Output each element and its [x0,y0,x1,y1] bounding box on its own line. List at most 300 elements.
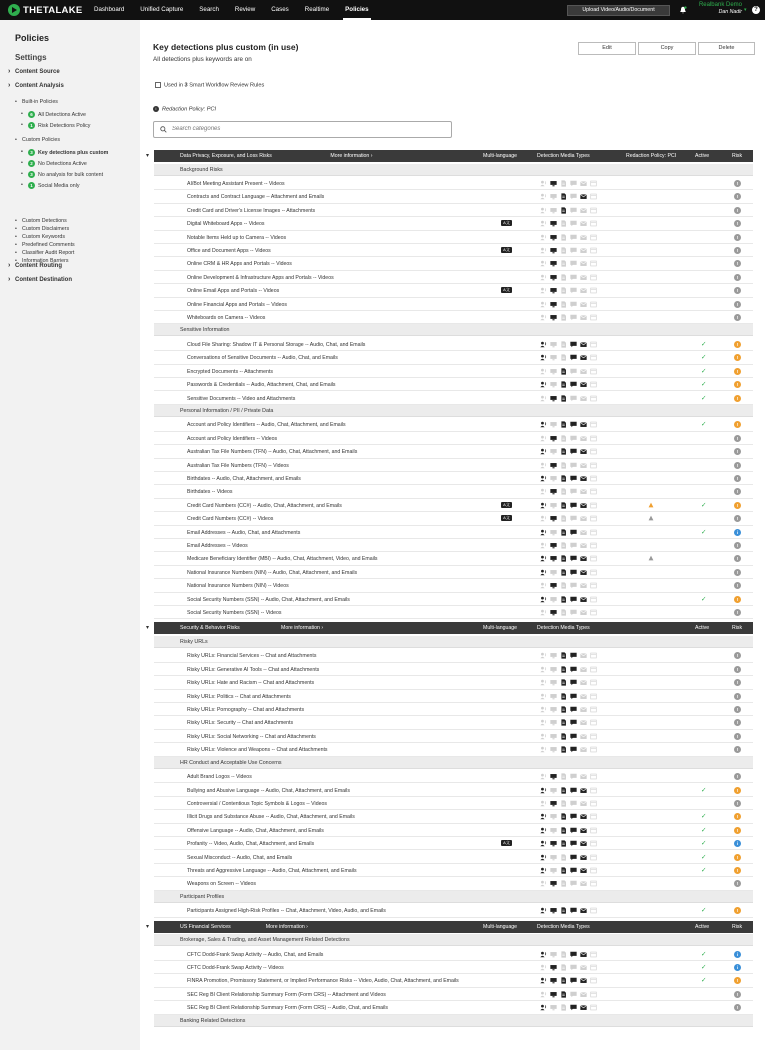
sidebar-item-custom-policies[interactable]: • Custom Policies [22,137,60,143]
sidebar-item-content-analysis[interactable]: › Content Analysis [15,83,64,89]
detection-label: Controversial / Contentious Topic Symbols & Logos -- Videos [187,800,327,807]
table-row[interactable] [154,190,753,203]
more-information-link[interactable]: More information › [330,153,373,159]
risk-level-icon: ! [734,706,741,713]
active-check-icon[interactable]: ✓ [701,595,707,603]
media-types [540,813,597,820]
active-check-icon[interactable]: ✓ [701,340,707,348]
table-row[interactable] [154,432,753,445]
sidebar-item-predefined-comments[interactable]: • Predefined Comments [22,242,75,248]
video-icon [550,652,557,659]
attachment-icon [560,448,567,455]
risk-level-icon: ! [734,207,741,214]
table-row[interactable] [154,904,753,917]
chat-icon [570,234,577,241]
chat-icon [570,502,577,509]
nav-cases[interactable]: Cases [271,6,289,13]
table-row[interactable] [154,365,753,378]
chat-icon [570,854,577,861]
risk-level-icon: i [734,964,741,971]
audio-icon [540,746,547,753]
audio-icon [540,515,547,522]
media-types [540,435,597,442]
risk-level-icon: i [734,840,741,847]
more-information-link[interactable]: More information › [265,923,308,930]
column-multi-language: Multi-language [483,923,518,930]
screen-icon [590,1004,597,1011]
column-multi-language: Multi-language [483,153,518,159]
multi-language-icon: A文 [501,220,512,226]
attachment-icon [560,287,567,294]
detection-label: Account and Policy Identifiers -- Audio, Chat, Attachment, and Emails [187,422,346,429]
chat-icon [570,596,577,603]
chat-icon [570,652,577,659]
chat-icon [570,448,577,455]
video-icon [550,368,557,375]
table-row[interactable] [154,298,753,311]
nav-unified-capture[interactable]: Unified Capture [140,6,184,13]
table-row[interactable] [154,649,753,662]
email-icon [580,502,587,509]
detection-label: FINRA Promotion, Promissory Statement, or Implied Performance Risks -- Video, Audio, Chat, Attachment, and Emails [187,978,459,985]
attachment-icon [560,977,567,984]
table-row[interactable] [154,459,753,472]
audio-icon [540,555,547,562]
table-row[interactable] [154,177,753,190]
sidebar-policy-no-analysis[interactable]: • 3 No analysis for bulk content [28,171,103,178]
screen-icon [590,609,597,616]
sidebar-item-builtin-policies[interactable]: • Built-in Policies [22,99,58,105]
table-row[interactable] [154,445,753,458]
count-badge: 3 [28,171,35,178]
section-title: US Financial Services [180,923,231,930]
table-row[interactable] [154,676,753,689]
active-check-icon[interactable]: ✓ [701,813,707,821]
table-row[interactable] [154,1001,753,1014]
audio-icon [540,247,547,254]
table-row[interactable] [154,284,753,297]
table-row[interactable] [154,566,753,579]
detection-label: Risky URLs: Violence and Weapons -- Chat and Attachments [187,747,328,754]
table-row[interactable] [154,257,753,270]
table-row[interactable] [154,552,753,565]
audio-icon [540,368,547,375]
table-row[interactable] [154,716,753,729]
screen-icon [590,652,597,659]
group-header [154,757,753,769]
attachment-icon [560,733,567,740]
audio-icon [540,542,547,549]
email-icon [580,679,587,686]
chat-icon [570,880,577,887]
table-row[interactable] [154,378,753,391]
attachment-icon [560,582,567,589]
sidebar-item-classifier-audit-report[interactable]: • Classifier Audit Report [22,250,74,256]
sidebar-item-content-destination[interactable]: › Content Destination [15,277,72,283]
risk-level-icon: ! [734,247,741,254]
email-icon [580,666,587,673]
video-icon [550,529,557,536]
table-row[interactable] [154,784,753,797]
table-row[interactable] [154,593,753,606]
active-check-icon[interactable]: ✓ [701,421,707,429]
table-row[interactable] [154,579,753,592]
table-row[interactable] [154,204,753,217]
table-row[interactable] [154,526,753,539]
video-icon [550,274,557,281]
media-types [540,475,597,482]
edit-button[interactable]: Edit [578,42,636,55]
risk-level-icon: ! [734,907,741,914]
collapse-caret-icon[interactable]: ▾ [146,923,150,930]
table-row[interactable] [154,472,753,485]
active-check-icon[interactable]: ✓ [701,853,707,861]
email-icon [580,706,587,713]
chat-icon [570,693,577,700]
media-types [540,964,597,971]
risk-level-icon: ! [734,234,741,241]
attachment-icon [560,368,567,375]
detection-label: Medicare Beneficiary Identifier (MBI) -- Audio, Chat, Attachment, Video, and Emails [187,556,378,563]
table-row[interactable] [154,961,753,974]
video-icon [550,341,557,348]
table-row[interactable] [154,606,753,619]
video-icon [550,502,557,509]
email-icon [580,542,587,549]
delete-button[interactable]: Delete [698,42,755,55]
audio-icon [540,569,547,576]
risk-level-icon: ! [734,991,741,998]
table-row[interactable] [154,974,753,987]
table-row[interactable] [154,351,753,364]
active-check-icon[interactable]: ✓ [701,367,707,375]
media-types [540,719,597,726]
group-title: Risky URLs [180,638,208,645]
attachment-icon [560,234,567,241]
active-check-icon[interactable]: ✓ [701,354,707,362]
table-row[interactable] [154,663,753,676]
detection-label: Email Addresses -- Videos [187,543,248,549]
nav-policies[interactable]: Policies [337,0,376,20]
count-badge: 6 [28,111,35,118]
audio-icon [540,435,547,442]
risk-level-icon: ! [734,652,741,659]
detection-label: Adult Brand Logos -- Videos [187,774,252,781]
audio-icon [540,706,547,713]
sidebar-policy-risk-detections[interactable]: • 1 Risk Detections Policy [28,122,90,129]
group-title: Brokerage, Sales & Trading, and Asset Management Related Detections [180,937,350,944]
table-row[interactable] [154,797,753,810]
group-header [154,324,753,336]
media-types [540,977,597,984]
attachment-icon [560,260,567,267]
table-row[interactable] [154,824,753,837]
chat-icon [570,746,577,753]
risk-level-icon: ! [734,274,741,281]
table-row[interactable] [154,851,753,864]
email-icon [580,991,587,998]
email-icon [580,880,587,887]
screen-icon [590,234,597,241]
group-header [154,164,753,176]
chat-icon [570,488,577,495]
risk-level-icon: ! [734,301,741,308]
column-active: Active [695,625,710,632]
screen-icon [590,421,597,428]
screen-icon [590,746,597,753]
screen-icon [590,368,597,375]
detection-label: Birthdates -- Videos [187,489,233,496]
table-row[interactable] [154,271,753,284]
media-types [540,381,597,388]
redaction-policy: i Redaction Policy: PCI [153,106,216,112]
video-icon [550,854,557,861]
email-icon [580,693,587,700]
risk-level-icon: ! [734,1004,741,1011]
video-icon [550,448,557,455]
nav-search[interactable]: Search [199,6,219,13]
email-icon [580,907,587,914]
chat-icon [570,462,577,469]
table-row[interactable] [154,877,753,890]
chat-icon [570,609,577,616]
chat-icon [570,395,577,402]
detection-label: Risky URLs: Hate and Racism -- Chat and Attachments [187,680,315,687]
email-icon [580,301,587,308]
active-check-icon[interactable]: ✓ [701,840,707,848]
bell-icon[interactable] [679,6,687,14]
audio-icon [540,652,547,659]
detection-label: Encrypted Documents -- Attachments [187,368,273,375]
upload-button[interactable]: Upload Video/Audio/Document [567,5,670,16]
screen-icon [590,840,597,847]
video-icon [550,666,557,673]
media-types [540,907,597,914]
video-icon [550,827,557,834]
more-information-link[interactable]: More information › [281,625,324,632]
table-row[interactable] [154,988,753,1001]
column-detection-media: Detection Media Types [537,153,590,159]
detection-label: Birthdates -- Audio, Chat, Attachment, and Emails [187,476,301,482]
sidebar-policy-key-detections[interactable]: • 3 Key detections plus custom [28,149,108,156]
help-icon[interactable]: ? [752,6,760,14]
table-row[interactable] [154,231,753,244]
video-icon [550,488,557,495]
audio-icon [540,596,547,603]
search-input[interactable] [172,126,442,132]
video-icon [550,907,557,914]
sidebar-policy-all-detections[interactable]: • 6 All Detections Active [28,111,86,118]
attachment-icon [560,706,567,713]
risk-level-icon: ! [734,666,741,673]
media-types [540,301,597,308]
chat-icon [570,800,577,807]
audio-icon [540,381,547,388]
table-row[interactable] [154,690,753,703]
chat-icon [570,582,577,589]
account-menu[interactable]: Realbank Demo Dan Nadir [698,2,742,15]
table-row[interactable] [154,703,753,716]
detection-label: National Insurance Numbers (NIN) -- Audio, Chat, Attachment, and Emails [187,569,358,576]
table-row[interactable] [154,499,753,512]
screen-icon [590,813,597,820]
table-row[interactable] [154,743,753,756]
audio-icon [540,207,547,214]
table-row[interactable] [154,730,753,743]
table-row[interactable] [154,244,753,257]
detection-label: Illicit Drugs and Substance Abuse -- Audio, Chat, Attachment, and Emails [187,814,355,821]
video-icon [550,314,557,321]
nav-realtime[interactable]: Realtime [304,6,330,13]
screen-icon [590,907,597,914]
redaction-icon[interactable] [648,515,654,521]
email-icon [580,220,587,227]
sidebar-item-custom-keywords[interactable]: • Custom Keywords [22,234,65,240]
video-icon [550,301,557,308]
attachment-icon [560,773,567,780]
media-types [540,1004,597,1011]
nav-dashboard[interactable]: Dashboard [94,6,125,13]
risk-level-icon: ! [734,813,741,820]
email-icon [580,395,587,402]
active-check-icon[interactable]: ✓ [701,826,707,834]
active-check-icon[interactable]: ✓ [701,866,707,874]
table-row[interactable] [154,418,753,431]
video-icon [550,840,557,847]
copy-button[interactable]: Copy [638,42,696,55]
table-row[interactable] [154,810,753,823]
email-icon [580,462,587,469]
email-icon [580,964,587,971]
active-check-icon[interactable]: ✓ [701,786,707,794]
chat-icon [570,706,577,713]
email-icon [580,341,587,348]
screen-icon [590,693,597,700]
sidebar-item-custom-disclaimers[interactable]: • Custom Disclaimers [22,226,69,232]
thetalake-logo[interactable]: THETALAKE [8,4,86,16]
attachment-icon [560,435,567,442]
email-icon [580,773,587,780]
table-row[interactable] [154,539,753,552]
chevron-down-icon[interactable]: ▾ [744,7,747,13]
detection-label: Notable Items Held up to Camera -- Videos [187,234,287,241]
media-types [540,746,597,753]
email-icon [580,1004,587,1011]
attachment-icon [560,964,567,971]
active-check-icon[interactable]: ✓ [701,977,707,985]
media-types [540,193,597,200]
table-row[interactable] [154,837,753,850]
risk-level-icon: i [734,951,741,958]
table-row[interactable] [154,311,753,324]
media-types [540,314,597,321]
video-icon [550,381,557,388]
media-types [540,448,597,455]
chat-icon [570,840,577,847]
risk-level-icon: ! [734,515,741,522]
attachment-icon [560,827,567,834]
email-icon [580,800,587,807]
screen-icon [590,854,597,861]
group-header [154,636,753,648]
attachment-icon [560,596,567,603]
video-icon [550,977,557,984]
risk-level-icon: ! [734,220,741,227]
table-row[interactable] [154,770,753,783]
table-row[interactable] [154,392,753,405]
table-row[interactable] [154,485,753,498]
risk-level-icon: ! [734,260,741,267]
media-types [540,706,597,713]
table-row[interactable] [154,338,753,351]
media-types [540,287,597,294]
chat-icon [570,773,577,780]
detection-label: Cloud File Sharing: Shadow IT & Personal Storage -- Audio, Chat, and Emails [187,341,366,348]
risk-level-icon: ! [734,827,741,834]
email-icon [580,733,587,740]
video-icon [550,719,557,726]
active-check-icon[interactable]: ✓ [701,528,707,536]
active-check-icon[interactable]: ✓ [701,381,707,389]
video-icon [550,813,557,820]
sidebar-item-content-routing[interactable]: › Content Routing [15,263,62,269]
active-check-icon[interactable]: ✓ [701,394,707,402]
audio-icon [540,421,547,428]
collapse-caret-icon[interactable]: ▾ [146,625,150,632]
detection-label: Participants Assigned High-Risk Profiles -- Chat, Attachment, Video, Audio, and Emails [187,908,386,915]
nav-review[interactable]: Review [234,6,256,13]
screen-icon [590,880,597,887]
attachment-icon [560,421,567,428]
table-row[interactable] [154,948,753,961]
email-icon [580,381,587,388]
detection-label: Australian Tax File Numbers (TFN) -- Audio, Chat, Attachment, and Emails [187,449,358,456]
redaction-icon[interactable] [648,502,654,508]
risk-level-icon: ! [734,746,741,753]
email-icon [580,180,587,187]
sidebar-policy-social-media[interactable]: • 1 Social Media only [28,182,80,189]
chat-icon [570,193,577,200]
active-check-icon[interactable]: ✓ [701,964,707,971]
chat-icon [570,827,577,834]
screen-icon [590,582,597,589]
table-row[interactable] [154,512,753,525]
multi-language-icon: A文 [501,287,512,293]
workflow-rules-link[interactable]: Used in 3 Smart Workflow Review Rules [155,82,264,88]
sidebar-item-content-source[interactable]: › Content Source [15,69,60,75]
sidebar-item-custom-detections[interactable]: • Custom Detections [22,218,67,224]
collapse-caret-icon[interactable]: ▾ [146,153,150,159]
screen-icon [590,475,597,482]
email-icon [580,652,587,659]
screen-icon [590,827,597,834]
active-check-icon[interactable]: ✓ [701,501,707,509]
risk-level-icon: ! [734,475,741,482]
active-check-icon[interactable]: ✓ [701,950,707,958]
risk-level-icon: i [734,529,741,536]
sidebar-item-information-barriers[interactable]: • Information Barriers [22,258,69,264]
redaction-icon[interactable] [648,555,654,561]
chat-icon [570,867,577,874]
video-icon [550,787,557,794]
table-row[interactable] [154,864,753,877]
audio-icon [540,907,547,914]
table-row[interactable] [154,217,753,230]
video-icon [550,260,557,267]
risk-level-icon: ! [734,421,741,428]
sidebar-policy-no-detections[interactable]: • 2 No Detections Active [28,160,87,167]
active-check-icon[interactable]: ✓ [701,907,707,915]
